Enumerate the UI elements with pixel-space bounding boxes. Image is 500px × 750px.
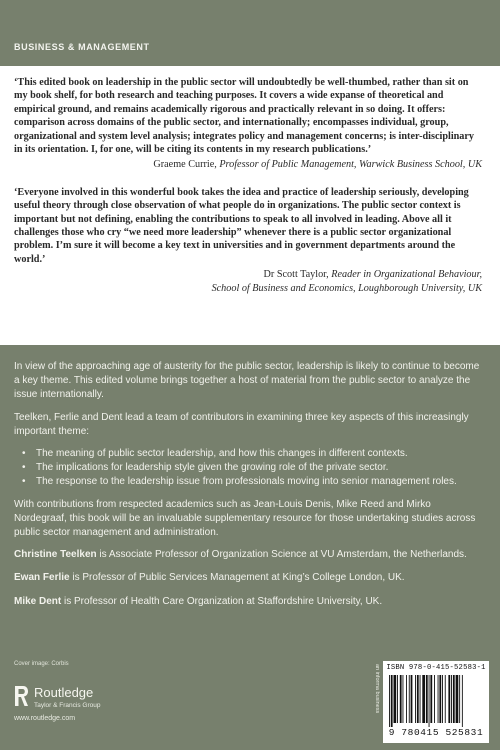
barcode-bar: [438, 675, 439, 723]
editor-text-1: is Associate Professor of Organization Science at VU Amsterdam, the Netherlands.: [96, 549, 467, 561]
endorsements: [14, 76, 482, 295]
barcode-bar: [448, 675, 450, 723]
endorsement-quote-2: ‘Everyone involved in this wonderful book takes the idea and practice of leadership seriously, developing useful theory through close observation of what people do in organizations. The public sector context is important but not defining, enabling the contributions to speak to all involved in leading. Above all it challenges those who cry “we need more leadership” whenever there is a public sector organizational problem. I’m sure it will become a key text in universities and in government departments around the world.’: [14, 186, 469, 265]
publisher-logo: [14, 683, 154, 727]
barcode-bar: [411, 675, 413, 723]
barcode-bar: [391, 675, 393, 727]
barcode-bar: [415, 675, 416, 723]
barcode-bar: [389, 675, 390, 727]
editor-bio-3: [14, 595, 484, 609]
editor-bio-1: [14, 548, 484, 562]
endorsement-quote-1: ‘This edited book on leadership in the public sector will undoubtedly be well-thumbed, rather than sit on my book shelf, for both research and teaching purposes. It covers a wide expanse of theoretical and empirical ground, and remains academically rigorous and practically relevant in so doing. It offers: comparison across domains of the public sector, and internationally; encompasses individual, group, organizational and system level analysis; integrates policy and management concerns; is inter-disciplinary in its orientation. I, for one, will be citing its contents in my research publications.’: [14, 77, 475, 156]
blurb-paragraph-3: With contributions from respected academics such as Jean-Louis Denis, Mike Reed and Mirko Nordegraaf, this book will be an invaluable supplementary resource for those undertaking studies across public sector management and administration.: [14, 498, 476, 539]
barcode-block: [383, 661, 489, 743]
barcode-bar: [417, 675, 419, 723]
barcode-bar: [420, 675, 421, 723]
endorser-affiliation-1: Professor of Public Management, Warwick Business School, UK: [219, 159, 482, 171]
endorser-affiliation-2b: School of Business and Economics, Loughborough University, UK: [211, 282, 482, 294]
barcode-bar: [403, 675, 404, 723]
barcode-bar: [394, 675, 397, 723]
blurb-bullet-list: [14, 447, 484, 490]
endorser-name-1: Graeme Currie,: [153, 159, 217, 171]
list-item: • The meaning of public sector leadership, and how this changes in different contexts.: [14, 447, 484, 461]
barcode-bar: [400, 675, 402, 723]
publisher-group: Taylor & Francis Group: [34, 702, 101, 709]
barcode-icon: [389, 675, 483, 727]
list-item: • The implications for leadership style given the growing role of the private sector.: [14, 461, 484, 475]
header-band: [0, 0, 500, 66]
blurb-paragraph-2: Teelken, Ferlie and Dent lead a team of contributors in examining three key aspects of this increasingly important theme:: [14, 411, 469, 437]
editor-bio-2: [14, 571, 484, 585]
endorser-affiliation-2: Reader in Organizational Behaviour,: [331, 269, 482, 281]
barcode-bar: [453, 675, 455, 723]
blurb: [14, 360, 484, 618]
barcode-bar: [451, 675, 452, 723]
barcode-bar: [462, 675, 463, 727]
editor-name-3: Mike Dent: [14, 595, 62, 607]
editor-name-2: Ewan Ferlie: [14, 572, 70, 584]
editor-text-2: is Professor of Public Services Management at King’s College London, UK.: [69, 572, 405, 584]
barcode-bar: [456, 675, 459, 723]
publisher-url: www.routledge.com: [14, 715, 76, 722]
isbn-label: ISBN 978-0-415-52583-1: [386, 664, 486, 672]
endorser-name-2: Dr Scott Taylor,: [263, 269, 329, 281]
editor-name-1: Christine Teelken: [14, 549, 97, 561]
barcode-bar: [442, 675, 443, 723]
endorsement-attribution-2: [14, 268, 482, 295]
cover-image-credit: Cover image: Corbis: [14, 661, 69, 667]
editor-text-3: is Professor of Health Care Organization at Staffordshire University, UK.: [61, 595, 383, 607]
series-label: BUSINESS & MANAGEMENT: [14, 42, 150, 52]
barcode-bar: [430, 675, 432, 723]
ean-digits: 9 780415 525831: [388, 727, 484, 738]
informa-tagline: an informa business: [374, 664, 380, 714]
blurb-paragraph-1: In view of the approaching age of austerity for the public sector, leadership is likely to continue to become a key theme. This edited volume brings together a host of material from the public sector to analyze the issue internationally.: [14, 361, 480, 401]
list-item: • The response to the leadership issue from professionals moving into senior management roles.: [14, 475, 484, 489]
barcode-bar: [409, 675, 410, 723]
barcode-bar: [434, 675, 435, 723]
barcode-bar: [422, 675, 425, 723]
barcode-bar: [459, 675, 460, 723]
barcode-bar: [445, 675, 446, 723]
publisher-name: Routledge: [34, 685, 94, 700]
barcode-bar: [429, 675, 430, 727]
barcode-bar: [426, 675, 428, 723]
barcode-bar: [397, 675, 398, 723]
barcode-bar: [406, 675, 407, 723]
routledge-logo-icon: [14, 685, 29, 707]
endorsement-attribution-1: [14, 158, 482, 171]
barcode-bar: [439, 675, 441, 723]
